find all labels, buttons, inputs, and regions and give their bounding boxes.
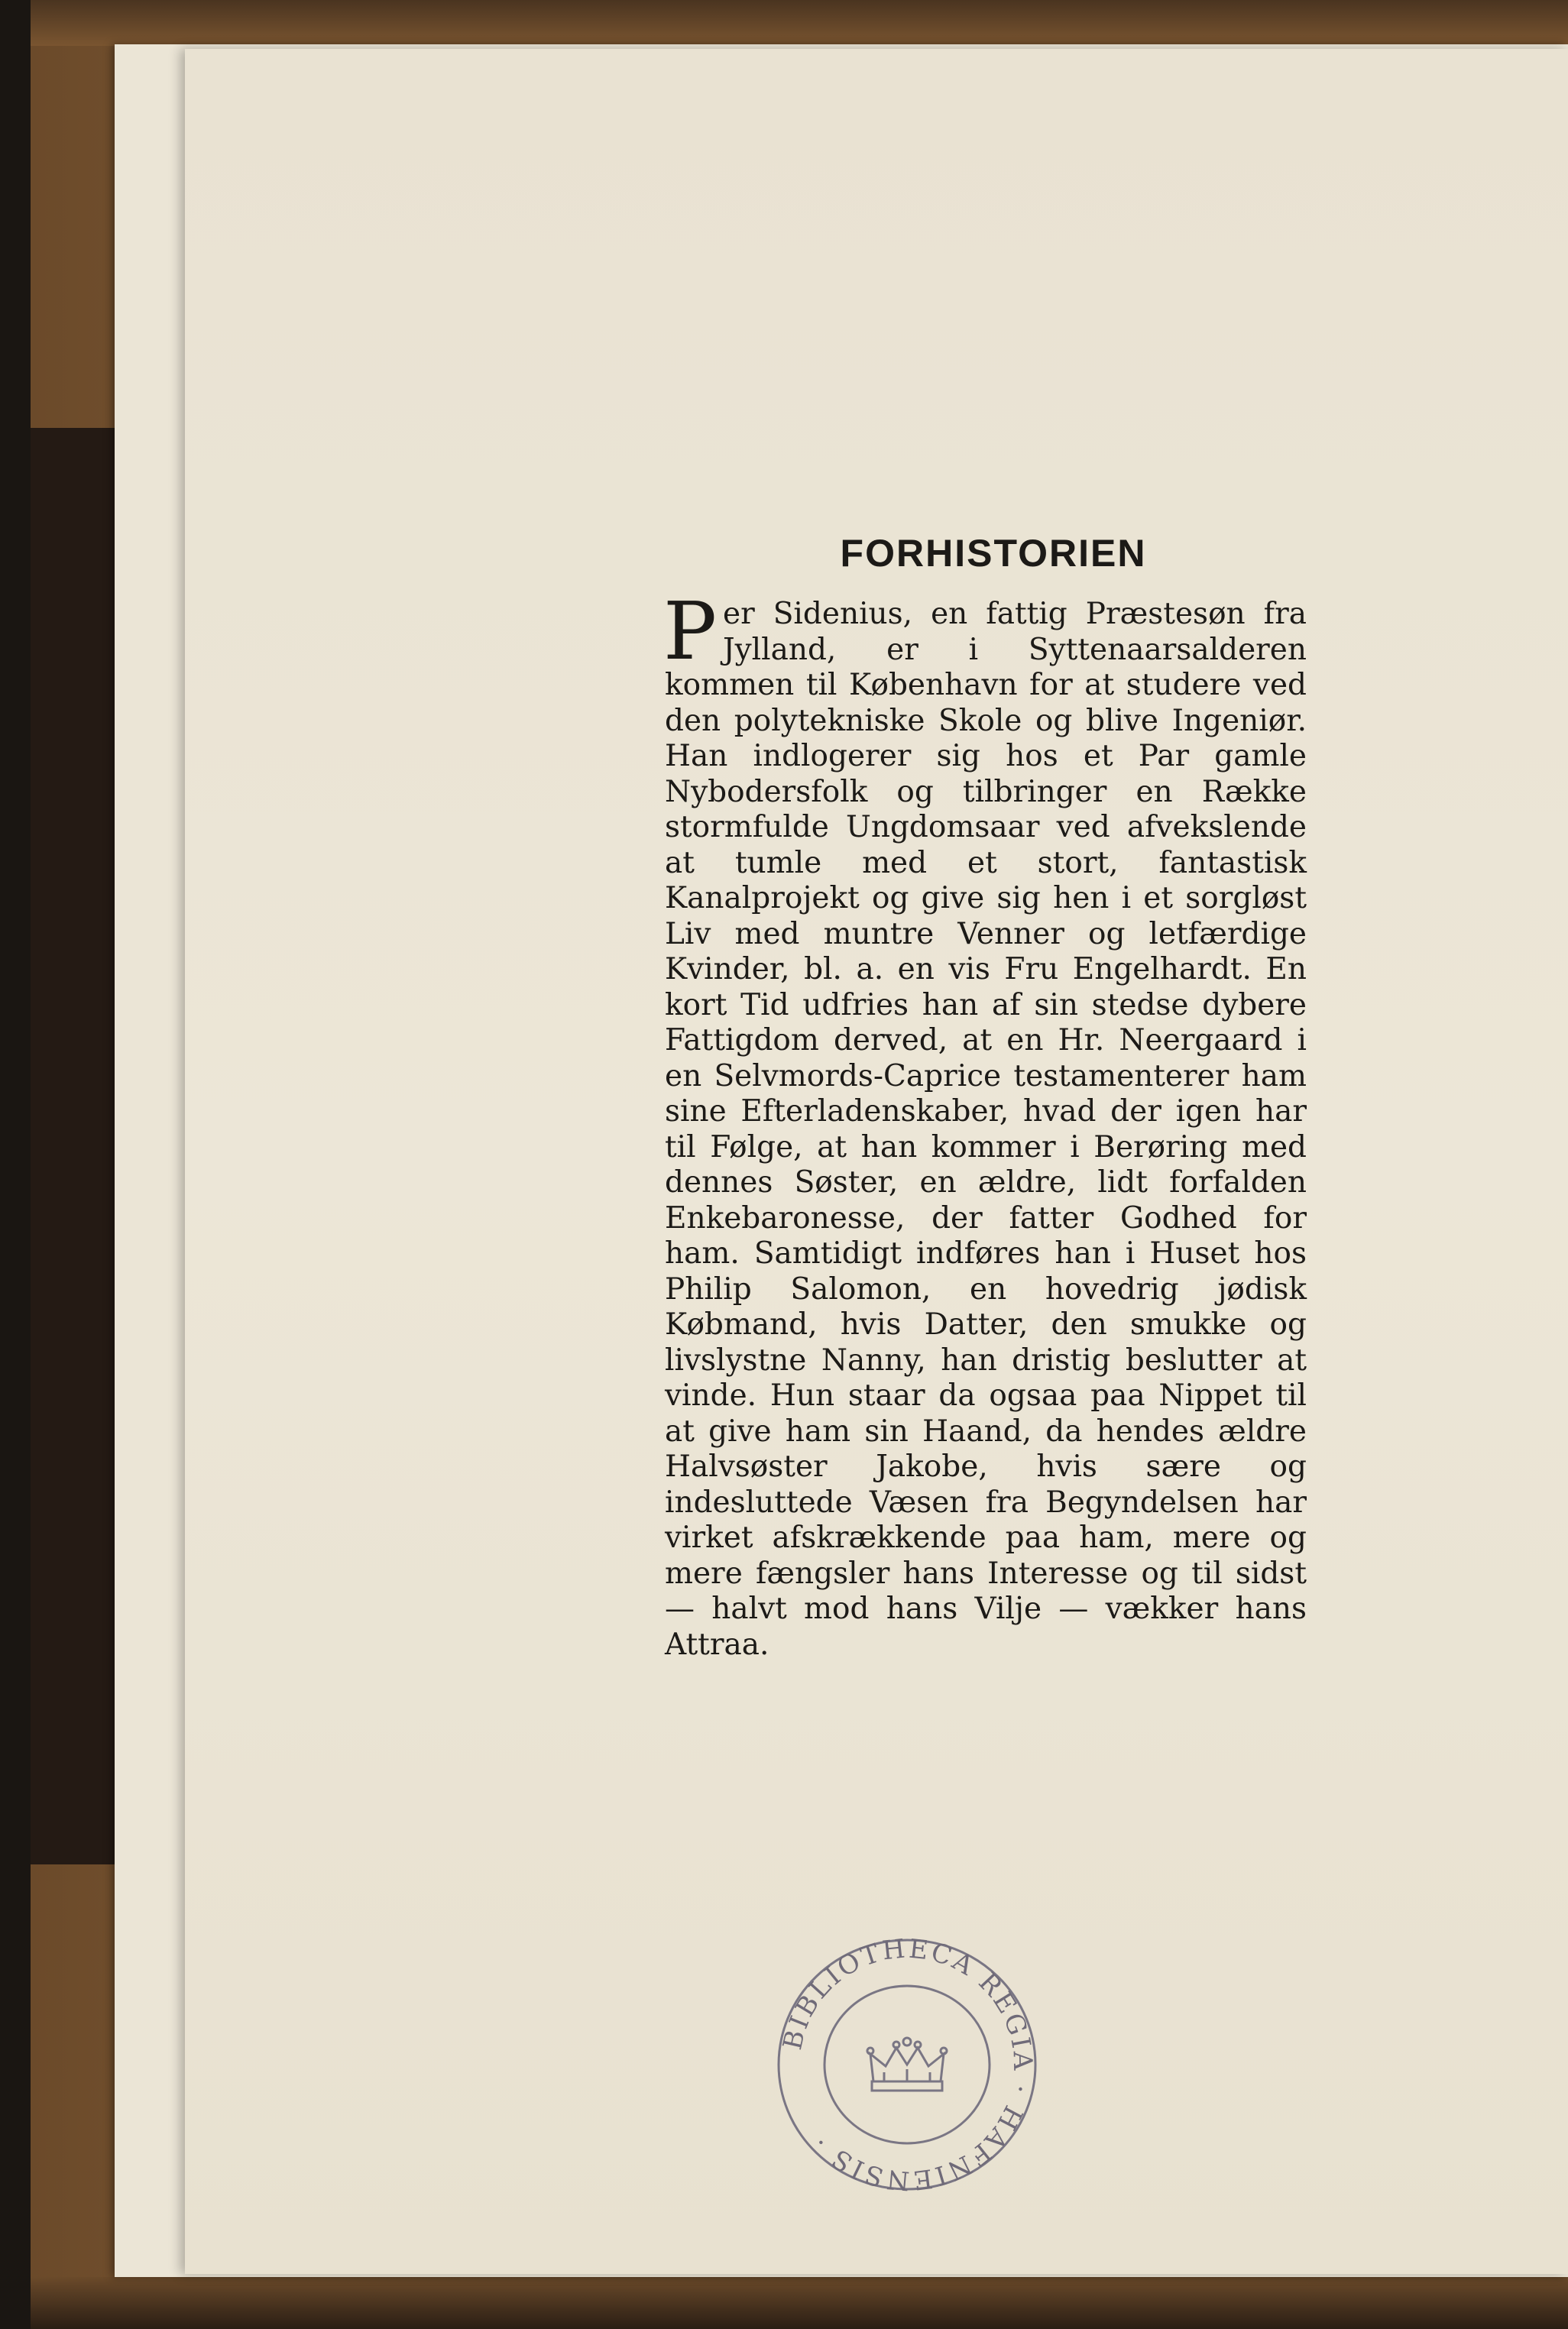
body-paragraph [663,585,1307,1663]
body-text: er Sidenius, en fattig Præstesøn fra Jylland, er i Syttenaarsalderen kommen til København for at studere ved den polytekniske Skole og blive Ingeniør. Han indlogerer sig hos et Par gamle Nybodersfolk og tilbringer en Række stormfulde Ungdomsaar ved afvekslende at tumle med et stort, fantastisk Kanalprojekt og give sig hen i et sorgløst Liv med muntre Venner og letfærdige Kvinder, bl. a. en vis Fru Engelhardt. En kort Tid udfries han af sin stedse dybere Fattigdom derved, at en Hr. Neergaard i en Selvmords-Caprice testamenterer ham sine Efterladenskaber, hvad der igen har til Følge, at han kommer i Berøring med dennes Søster, en ældre, lidt forfalden Enkebaronesse, der fatter Godhed for ham. Samtidigt indføres han i Huset hos Philip Salomon, en hovedrig jødisk Købmand, hvis Datter, den smukke og livslystne Nanny, han dristig beslutter at vinde. Hun staar da ogsaa paa Nippet til at give ham sin Haand, da hendes ældre Halvsøster Jakobe, hvis sære og indesluttede Væsen fra Begyndelsen har virket afskrækkende paa ham, mere og mere fængsler hans Interesse og til sidst — halvt mod hans Vilje — vækker hans Attraa. [665,597,1307,1662]
binding-spine-strip [31,428,122,1864]
library-stamp [773,1935,1041,2195]
stamp-seal [773,1935,1041,2195]
stamp-text: BIBLIOTHECA REGIA · HAFNIENSIS · [777,1935,1038,2195]
drop-cap: P [663,585,717,678]
text-block [665,531,1307,1663]
binding-top-edge [31,0,1568,46]
page-title: FORHISTORIEN [840,532,1147,575]
crown-icon [867,2038,947,2091]
binding-bottom-edge [31,2277,1568,2329]
